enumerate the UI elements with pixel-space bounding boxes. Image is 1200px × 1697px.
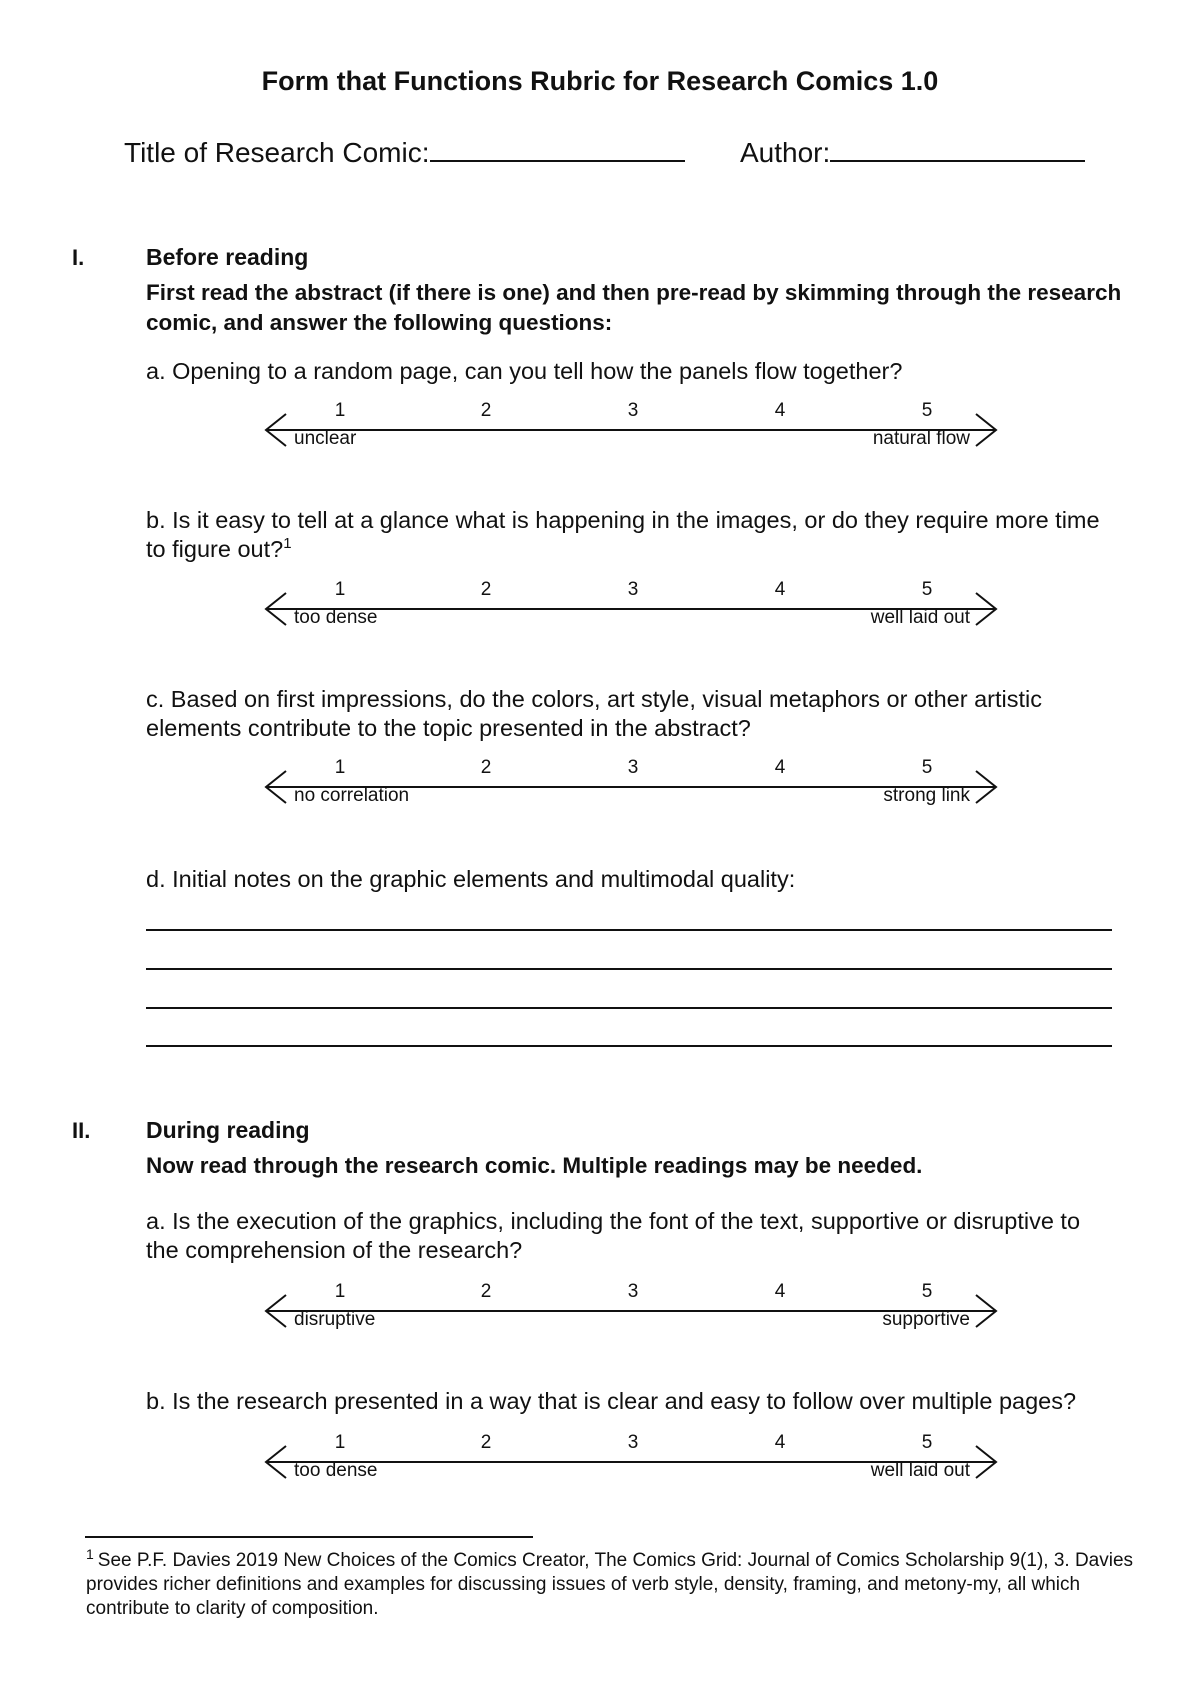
footnote [86, 1545, 1136, 1621]
scale-low-label: disruptive [294, 1309, 376, 1330]
notes-line[interactable] [146, 968, 1112, 970]
comic-title-field[interactable] [124, 132, 685, 169]
scale-point-1[interactable]: 1 [334, 579, 346, 600]
scale-high-label: natural flow [872, 428, 970, 449]
scale-point-1[interactable]: 1 [334, 1281, 346, 1302]
scale-point-1[interactable]: 1 [334, 400, 346, 421]
scale-point-5[interactable]: 5 [921, 1432, 933, 1453]
comic-title-label: Title of Research Comic: [124, 137, 430, 168]
scale-point-3[interactable]: 3 [627, 757, 639, 778]
scale-point-2[interactable]: 2 [480, 400, 492, 421]
scale-high-label: strong link [883, 785, 970, 806]
section1-numeral: I. [72, 245, 85, 270]
author-blank[interactable] [830, 132, 1085, 162]
scale-point-3[interactable]: 3 [627, 400, 639, 421]
notes-line[interactable] [146, 1007, 1112, 1009]
scale-point-4[interactable]: 4 [774, 579, 786, 600]
scale-point-3[interactable]: 3 [627, 579, 639, 600]
comic-title-blank[interactable] [430, 132, 685, 162]
footnote-rule [85, 1536, 533, 1538]
scale-point-5[interactable]: 5 [921, 1281, 933, 1302]
scale-point-3[interactable]: 3 [627, 1432, 639, 1453]
scale-point-4[interactable]: 4 [774, 1281, 786, 1302]
scale-point-2[interactable]: 2 [480, 1432, 492, 1453]
notes-line[interactable] [146, 1045, 1112, 1047]
section2-heading: During reading [146, 1117, 310, 1143]
scale-high-label: well laid out [870, 1460, 970, 1481]
scale-point-5[interactable]: 5 [921, 579, 933, 600]
scale-point-2[interactable]: 2 [480, 757, 492, 778]
scale-point-4[interactable]: 4 [774, 400, 786, 421]
author-field[interactable] [740, 132, 1085, 169]
scale-high-label: well laid out [870, 607, 970, 628]
question-1b [146, 506, 1106, 564]
scale-low-label: unclear [294, 428, 357, 449]
section1-instruction: First read the abstract (if there is one) and then pre-read by skimming through the research comic, and answer the following questions: [146, 280, 1122, 335]
rating-scale-1c[interactable] [262, 757, 1002, 809]
question-1a: a. Opening to a random page, can you tell how the panels flow together? [146, 358, 903, 384]
scale-point-1[interactable]: 1 [334, 1432, 346, 1453]
rating-scale-2a[interactable] [262, 1281, 1002, 1333]
footnote-mark: 1 [86, 1545, 94, 1562]
rating-scale-1a[interactable] [262, 400, 1002, 452]
scale-low-label: too dense [294, 1460, 378, 1481]
author-label: Author: [740, 137, 831, 168]
page-title: Form that Functions Rubric for Research Comics 1.0 [261, 66, 939, 96]
notes-line[interactable] [146, 929, 1112, 931]
rating-scale-2b[interactable] [262, 1432, 1002, 1484]
question-2a: a. Is the execution of the graphics, including the font of the text, supportive or disruptive to the comprehension of the research? [146, 1208, 1081, 1263]
scale-point-4[interactable]: 4 [774, 1432, 786, 1453]
section2-instruction: Now read through the research comic. Multiple readings may be needed. [146, 1153, 923, 1178]
section2-numeral: II. [72, 1118, 91, 1143]
scale-point-1[interactable]: 1 [334, 757, 346, 778]
scale-low-label: too dense [294, 607, 378, 628]
scale-low-label: no correlation [294, 785, 410, 806]
scale-point-5[interactable]: 5 [921, 400, 933, 421]
question-2b: b. Is the research presented in a way that is clear and easy to follow over multiple pages? [146, 1388, 1077, 1414]
question-1c: c. Based on first impressions, do the colors, art style, visual metaphors or other artistic elements contribute to the topic presented in the abstract? [146, 686, 1042, 741]
scale-point-2[interactable]: 2 [480, 579, 492, 600]
footnote-ref: 1 [283, 535, 292, 553]
rating-scale-1b[interactable] [262, 579, 1002, 631]
scale-point-3[interactable]: 3 [627, 1281, 639, 1302]
scale-point-2[interactable]: 2 [480, 1281, 492, 1302]
scale-point-5[interactable]: 5 [921, 757, 933, 778]
question-1d: d. Initial notes on the graphic elements and multimodal quality: [146, 866, 796, 892]
scale-high-label: supportive [882, 1309, 970, 1330]
section1-heading: Before reading [146, 244, 309, 270]
footnote-text: See P.F. Davies 2019 New Choices of the Comics Creator, The Comics Grid: Journal of Comics Scholarship 9(1), 3. Davies provides richer definitions and examples for discussing issues of verb style, density, framing, and metony-my, all which contribute to clarity of composition. [86, 1550, 1134, 1619]
question-1b-text: b. Is it easy to tell at a glance what is happening in the images, or do they require more time to figure out? [146, 507, 1100, 562]
scale-point-4[interactable]: 4 [774, 757, 786, 778]
